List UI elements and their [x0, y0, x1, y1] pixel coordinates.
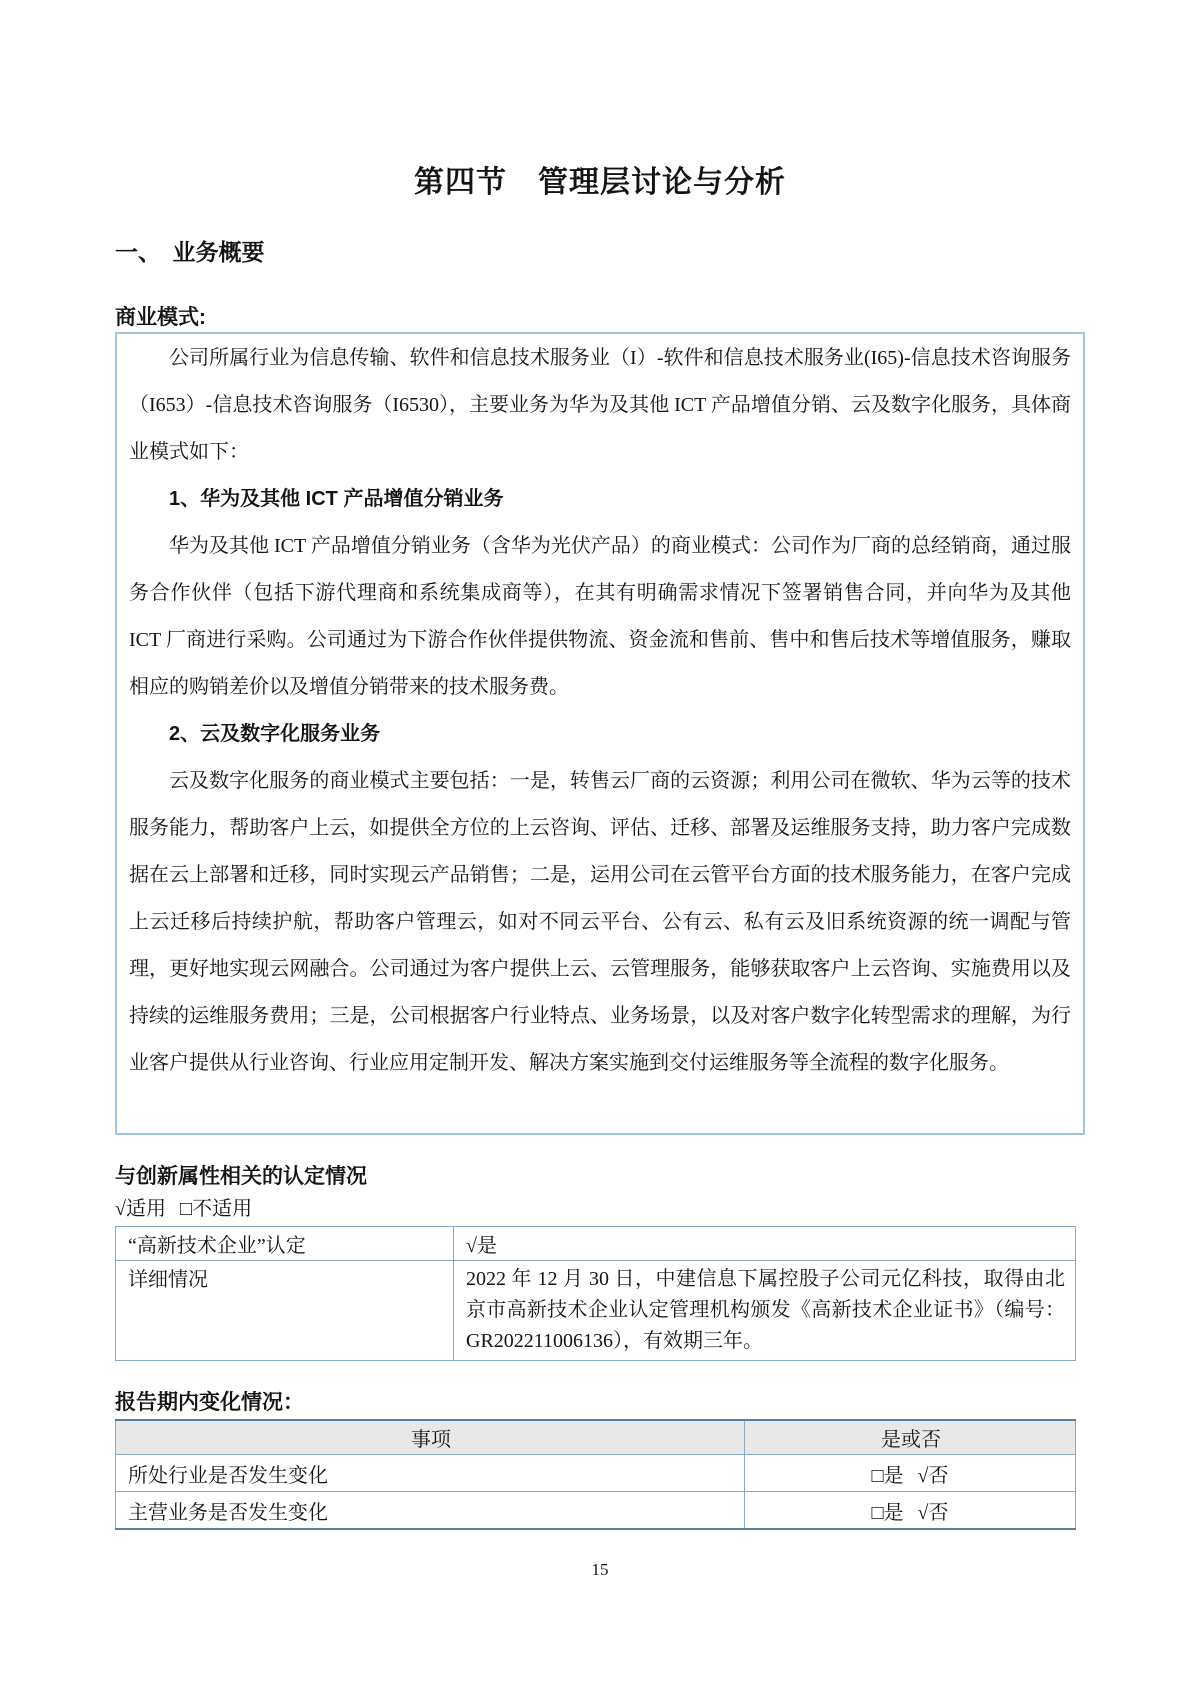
section-heading: 一、 业务概要 — [115, 239, 265, 265]
applicable-label: 适用 — [125, 1198, 166, 1220]
business-model-paragraph-1: 公司所属行业为信息传输、软件和信息技术服务业（I）-软件和信息技术服务业(I65)-信息技术咨询服务（I653）-信息技术咨询服务（I6530），主要业务为华为及其他 ICT 产品增值分销、云及数字化服务，具体商业模式如下： — [129, 347, 1071, 463]
details-value-cell: 2022 年 12 月 30 日，中建信息下属控股子公司元亿科技，取得由北京市高新技术企业认定管理机构颁发《高新技术企业证书》（编号：GR202211006136），有效期三年。 — [454, 1261, 1076, 1361]
table-row — [116, 1227, 1076, 1261]
details-label-cell: 详细情况 — [116, 1261, 454, 1361]
change-item-cell: 所处行业是否发生变化 — [116, 1455, 745, 1492]
certification-label-cell: “高新技术企业”认定 — [116, 1227, 454, 1261]
change-answer-cell — [745, 1492, 1076, 1530]
page-title: 第四节 管理层讨论与分析 — [414, 166, 786, 199]
business-model-subheading-1: 1、华为及其他 ICT 产品增值分销业务 — [169, 488, 504, 510]
table-header-row — [116, 1420, 1076, 1455]
change-item-cell: 主营业务是否发生变化 — [116, 1492, 745, 1530]
changes-table — [115, 1419, 1076, 1530]
no-label: 否 — [928, 1464, 949, 1487]
check-icon: √ — [917, 1464, 929, 1487]
checkbox-icon: □ — [871, 1501, 884, 1524]
certification-yes-label: 是 — [476, 1235, 497, 1257]
page-number: 15 — [591, 1560, 609, 1579]
business-model-subheading-2: 2、云及数字化服务业务 — [169, 723, 381, 745]
not-applicable-label: 不适用 — [192, 1198, 253, 1220]
table-row — [116, 1455, 1076, 1492]
check-icon: √ — [466, 1235, 477, 1257]
business-model-paragraph-2: 华为及其他 ICT 产品增值分销业务（含华为光伏产品）的商业模式：公司作为厂商的总经销商，通过服务合作伙伴（包括下游代理商和系统集成商等），在其有明确需求情况下签署销售合同，并向华为及其他 ICT 厂商进行采购。公司通过为下游合作伙伴提供物流、资金流和售前、售中和售后技术等增值服务，赚取相应的购销差价以及增值分销带来的技术服务费。 — [129, 535, 1071, 698]
certification-table — [115, 1226, 1076, 1361]
changes-heading: 报告期内变化情况： — [115, 1391, 304, 1414]
business-model-box — [115, 332, 1085, 1135]
business-model-paragraph-3: 云及数字化服务的商业模式主要包括：一是，转售云厂商的云资源；利用公司在微软、华为云等的技术服务能力，帮助客户上云，如提供全方位的上云咨询、评估、迁移、部署及运维服务支持，助力客户完成数据在云上部署和迁移，同时实现云产品销售；二是，运用公司在云管平台方面的技术服务能力，在客户完成上云迁移后持续护航，帮助客户管理云，如对不同云平台、公有云、私有云及旧系统资源的统一调配与管理，更好地实现云网融合。公司通过为客户提供上云、云管理服务，能够获取客户上云咨询、实施费用以及持续的运维服务费用；三是，公司根据客户行业特点、业务场景，以及对客户数字化转型需求的理解，为行业客户提供从行业咨询、行业应用定制开发、解决方案实施到交付运维服务等全流程的数字化服务。 — [129, 770, 1071, 1074]
business-model-label: 商业模式: — [115, 306, 206, 329]
check-icon: √ — [917, 1501, 929, 1524]
applicability-line — [115, 1195, 1085, 1223]
certification-value-cell — [454, 1227, 1076, 1261]
change-answer-cell — [745, 1455, 1076, 1492]
checkbox-icon: □ — [179, 1198, 193, 1220]
table-row — [116, 1492, 1076, 1530]
yes-no-column-header: 是或否 — [745, 1420, 1076, 1455]
no-label: 否 — [928, 1501, 949, 1524]
checkbox-icon: □ — [871, 1464, 884, 1487]
yes-label: 是 — [883, 1464, 904, 1487]
item-column-header: 事项 — [116, 1420, 745, 1455]
check-icon: √ — [115, 1198, 126, 1220]
innovation-heading: 与创新属性相关的认定情况 — [115, 1165, 367, 1188]
yes-label: 是 — [883, 1501, 904, 1524]
table-row — [116, 1261, 1076, 1361]
